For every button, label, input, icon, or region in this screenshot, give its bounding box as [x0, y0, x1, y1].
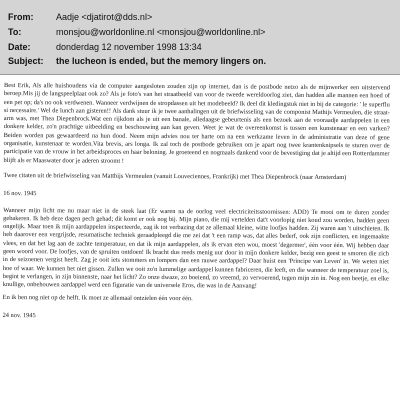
to-value: monsjou@worldonline.nl <monsjou@worldonline.nl> [56, 27, 266, 37]
from-value: Aadje <djatirot@dds.nl> [56, 12, 153, 22]
letter-date-1: 16 nov. 1945 [3, 190, 37, 198]
to-row [8, 27, 265, 38]
email-body [3, 82, 390, 322]
date-label: Date: [8, 42, 31, 52]
letter-date-2: 24 nov. 1945 [2, 311, 36, 320]
body-intro-paragraph: Best Erik, Als alle huishoudens via de computer aangesloten zouden zijn op internet, dan is de postbode netzo als de mijnwerker een uitstervend beroep.Mis jij de langspeelplaat ook zo? Als je foto's van het straatbeeld van voor de tweede wereldoorlog ziet, dan hadden alle mannen een hoed of een pet op; da's no ook verdwenen. Wanneer verdwijnen de stropdassen uit het modebeeld? Ik deel dit kledingstuk niet in bij de categorie: ' le superflu si necessaire.' Wel de lunch aan gisteren!! Als dank stuur ik je twee aanhalingen uit de briefwisseling van de componist Mathijs Vermeulen, die straat-arm was, met Thea Diepenbrock.Wat een rijkdom als je uit een banale, alledaagse gebeurtenis als een bezoek aan de vooraadje aardappelen in een donkere kelder, zo'n prachtige uitbeelding en beschouwing aan kan geven. Weet je wat de overeenkomst is tussen een kunstenaar en een varken? Beiden worden pas gewaardeerd na hun dood. Neem mijn advies nou ter harte om na een werkzame leven in de administratie van deze of gene organisatie, kunstenaar te worden.Vita brevis, ars longa. Ik zal toch de postbode gebruiken om je apart nog twee krantenknipsels te sturen over de participatie van de vrouw in het arbeidsproces en haar beloning. Je groeteend en nogmaals dankend voor de bevestiging dat je altijd een Rotterdammer blijft als er Maaswater door je aderen stroomt ! [3, 82, 390, 165]
subject-value: the lucheon is ended, but the memory lingers on. [56, 56, 267, 66]
from-row [8, 12, 152, 23]
letter-1-paragraph: Wanneer mijn licht me nu maar niet in de steek laat (Er waren na de oorlog veel electriciteitsstoornissen: ADD) Te mooi om te duren zonder gebakeren. Ik heb deze dagen pech gehad; dit komt er ook nog bij. Mijn piano, die mij vertelden dat't voorlopig niet koud zou worden, hadden geen ongelijk. Maar toen ik mijn aardappelen inspecteerde, zag ik tot verbazing dat ze allemaal kleine, witte loofjes hadden. Zij waren aan 't uitschieten. Ik heb daarover een vergrijsde, resumatische techniek geraadpleegd die me zei dat 't een ramp was, dat alles bederf, ook zijn conflicten, en ingemaakte vlees, en dat het lag aan de zachte temperatuur, en dat ik mijn aardappelen, als ik ervan eten wou, moest 'degermer', één voor één. Wij hebben daar geen woord voor. De loofjes, van de spruiten ontdoen! Ik bracht dus reeds menig uur door in mijn donkere kelder, bezig een geest te smoren die zich in de seizoenen vergist heeft. Zag je ooit iets stommers en lompers dan een rauwe aardappel? Daar huist een 'Principe van Leven' in. We weten niet hoe of waar. We kunnen het niet gissen. Zullen we ooit zo'n lummelige aardappel kunnen fabriceren, die leeft, en die wanneer de temperatuur zoel is, begint te verlangen, in zijn binnenste, naar het licht? Zo onze dwaze, zo boeiend, zo vreemd, zo vervoerend, tegen mijn zin in. Nog een beetje, en elke knullige, onbehouwen aardappel werd een figuratie van de universele Eros, die was in de Aanvang! [2, 206, 390, 290]
from-label: From: [8, 12, 34, 22]
to-label: To: [8, 27, 22, 37]
email-header [0, 0, 400, 75]
date-row [8, 42, 202, 53]
date-value: donderdag 12 november 1998 13:34 [56, 42, 202, 52]
subject-row [8, 56, 266, 67]
subject-label: Subject: [8, 56, 44, 66]
quote-intro-paragraph: Twee citaten uit de briefwisseling van Matthijs Vermeulen (vanuit Louveciennes, Frankrijk) met Thea Diepenbrock (naar Amsterdam) [3, 171, 347, 182]
closing-line: En ik ben nog niet op de helft. Ik moet ze allemaal ontzielen één voor één. [2, 293, 193, 302]
